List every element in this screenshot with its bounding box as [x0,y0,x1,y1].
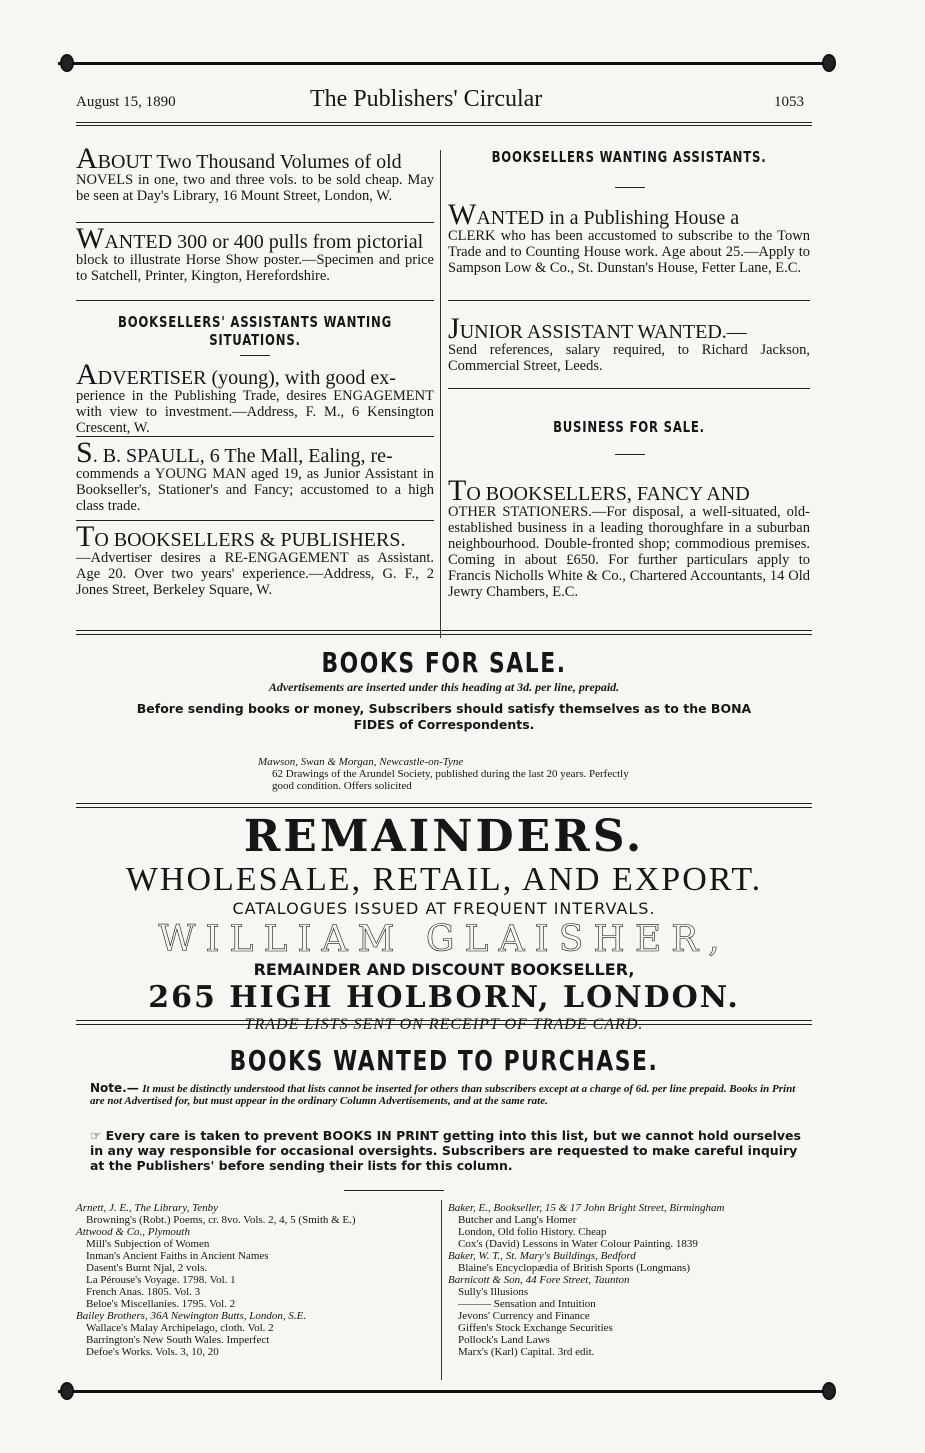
note-label: Note.— [90,1081,139,1095]
heading-text: BUSINESS FOR SALE. [553,418,705,436]
remainders-line3: CATALOGUES ISSUED AT FREQUENT INTERVALS. [232,899,656,918]
remainders-line2: WHOLESALE, RETAIL, AND EXPORT. [125,861,763,898]
ad-divider [76,222,434,223]
heading-text: BOOKSELLERS WANTING ASSISTANTS. [491,148,767,166]
right-ad-junior [448,312,810,374]
list-item: Marx's (Karl) Capital. 3rd edit. [458,1346,595,1358]
header-date: August 15, 1890 [76,94,176,110]
remainders-section [76,812,812,1034]
drop-initial: T [76,520,95,553]
ad-divider [448,300,810,301]
ad-lead: ANTED 300 or 400 pulls from pictorial [104,231,424,253]
books-wanted-title [76,1044,812,1077]
list-item: Butcher and Lang's Homer [458,1214,577,1226]
header-rule [76,122,812,123]
ad-body: NOVELS in one, two and three vols. to be sold cheap. May be seen at Day's Library, 16 Mount Street, London, W. [76,172,434,204]
list-advertiser: Arnett, J. E., The Library, Tenby [76,1202,218,1214]
ad-body: —Advertiser desires a RE-ENGAGEMENT as Assistant. Age 20. Over two years' experience.—Address, G. F., 2 Jones Street, Berkeley Square, W. [76,550,434,598]
list-advertiser: Baker, W. T., St. Mary's Buildings, Bedford [448,1250,636,1262]
left-ad-novels [76,142,434,204]
entry-body: 62 Drawings of the Arundel Society, published during the last 20 years. Perfectly good condition. Offers solicited [272,768,629,792]
books-for-sale-title: BOOKS FOR SALE. [321,646,567,679]
remainders-address: 265 HIGH HOLBORN, LONDON. [148,980,740,1015]
list-item: Dasent's Burnt Njal, 2 vols. [86,1262,208,1274]
list-item: Pollock's Land Laws [458,1334,550,1346]
ad-body: block to illustrate Horse Show poster.—Specimen and price to Satchell, Printer, Kington, Herefordshire. [76,252,434,284]
wanted-list-left [76,1202,436,1358]
section-heading-line2: SITUATIONS. [209,331,301,349]
ad-body: commends a YOUNG MAN aged 19, as Junior Assistant in Bookseller's, Stationer's and Fancy; accustomed to a high class trade. [76,466,434,514]
ad-body: OTHER STATIONERS.—For disposal, a well-situated, old-established business in a leading thoroughfare in a suburban neighbourhood. Double-fronted shop; commodious premises. Coming in about £650. For further particulars apply to Francis Nicholls White & Co., Chartered Accountants, 14 Old Jewry Chambers, E.C. [448,504,810,600]
ad-body: CLERK who has been accustomed to subscribe to the Town Trade and to Counting House work. Age about 25.—Apply to Sampson Low & Co., St. Dunstan's House, Fetter Lane, E.C. [448,228,810,276]
drop-initial: T [448,474,467,507]
list-advertiser: Baker, E., Bookseller, 15 & 17 John Bright Street, Birmingham [448,1202,725,1214]
ad-body: Send references, salary required, to Richard Jackson, Commercial Street, Leeds. [448,342,810,374]
remainders-line7: TRADE LISTS SENT ON RECEIPT OF TRADE CARD. [244,1016,644,1033]
left-ad-publishers [76,520,434,598]
list-item: Inman's Ancient Faiths in Ancient Names [86,1250,269,1262]
list-item: Mill's Subjection of Women [86,1238,210,1250]
section-rule [76,630,812,631]
section-rule [76,807,812,808]
ad-divider [76,300,434,301]
ad-divider [448,388,810,389]
list-advertiser: Barnicott & Son, 44 Fore Street, Taunton [448,1274,630,1286]
short-rule [344,1190,444,1191]
ad-lead: BOUT Two Thousand Volumes of old [97,151,402,173]
ad-lead: DVERTISER (young), with good ex- [97,367,396,389]
right-heading-business [448,418,810,436]
books-for-sale-subtitle: Advertisements are inserted under this heading at 3d. per line, prepaid. [268,680,620,694]
short-rule [615,187,645,188]
bottom-frame-rule [58,1390,834,1393]
left-ad-advertiser [76,358,434,436]
list-item: Blaine's Encyclopædia of British Sports (Longmans) [458,1262,691,1274]
left-ad-spaull [76,436,434,514]
note-text: It must be distinctly understood that lists cannot be inserted for others than subscribers except at a charge of 6d. per line prepaid. Books in Print are not Advertised for, but must appear in the ordinary Column Advertisements, and at the same rate. [90,1083,796,1107]
list-item: Browning's (Robt.) Poems, cr. 8vo. Vols. 2, 4, 5 (Smith & E.) [86,1214,356,1226]
page-number: 1053 [774,94,804,110]
page-title: The Publishers' Circular [310,86,543,112]
list-item: ——— Sensation and Intuition [458,1298,596,1310]
column-divider [440,150,441,638]
section-rule [76,803,812,804]
remainders-line5: REMAINDER AND DISCOUNT BOOKSELLER, [253,960,635,979]
section-rule [76,1020,812,1021]
list-item: Jevons' Currency and Finance [458,1310,590,1322]
drop-initial: W [76,222,105,255]
binding-hole-icon [822,1382,836,1400]
remainders-name: WILLIAM GLAISHER, [158,919,730,960]
entry-name: Mawson, Swan & Morgan, Newcastle-on-Tyne [258,756,464,768]
list-advertiser: Bailey Brothers, 36A Newington Butts, London, S.E. [76,1310,307,1322]
ad-divider [76,520,434,521]
ad-lead: O BOOKSELLERS, FANCY AND [466,483,750,505]
list-item: Wallace's Malay Archipelago, cloth. Vol. 2 [86,1322,274,1334]
remainders-title: REMAINDERS. [243,811,645,862]
list-item: La Pérouse's Voyage. 1798. Vol. 1 [86,1274,236,1286]
ad-lead: . B. SPAULL, 6 The Mall, Ealing, re- [92,445,393,467]
section-heading-line1: BOOKSELLERS' ASSISTANTS WANTING [118,313,392,331]
list-item: Defoe's Works. Vols. 3, 10, 20 [86,1346,219,1358]
ad-divider [76,436,434,437]
drop-initial: A [76,142,98,175]
notice-text: Every care is taken to prevent BOOKS IN PRINT getting into this list, but we cannot hold ourselves in any way responsible for occasional oversights. Subscribers are requested to make careful inquiry at the Publishers' before sending their lists for this column. [90,1128,801,1173]
ad-lead: ANTED in a Publishing House a [476,207,740,229]
pointing-hand-icon: ☞ [90,1128,102,1143]
list-item: Giffen's Stock Exchange Securities [458,1322,613,1334]
list-item: French Anas. 1805. Vol. 3 [86,1286,201,1298]
drop-initial: A [76,358,98,391]
books-for-sale-entry [258,756,638,792]
ad-lead: UNIOR ASSISTANT WANTED.— [459,321,747,343]
left-ad-pulls [76,222,434,284]
list-divider [441,1200,442,1380]
short-rule [615,454,645,455]
right-ad-publishing-house [448,198,810,276]
drop-initial: S [76,436,93,469]
ad-lead: O BOOKSELLERS & PUBLISHERS. [94,529,406,551]
right-ad-stationers [448,474,810,600]
top-frame-rule [58,62,834,65]
short-rule [240,355,270,356]
books-for-sale-notice: Before sending books or money, Subscribers should satisfy themselves as to the BONA FIDES of Correspondents. [136,701,752,732]
drop-initial: J [448,312,460,345]
list-item: Cox's (David) Lessons in Water Colour Painting. 1839 [458,1238,698,1250]
right-heading-assistants [448,148,810,166]
section-heading [76,313,434,349]
binding-hole-icon [60,54,74,72]
list-item: Beloe's Miscellanies. 1795. Vol. 2 [86,1298,236,1310]
books-wanted-heading: BOOKS WANTED TO PURCHASE. [229,1044,659,1077]
books-wanted-notice [90,1128,802,1173]
ad-body: perience in the Publishing Trade, desires ENGAGEMENT with view to investment.—Address, F. M., 6 Kensington Crescent, W. [76,388,434,436]
list-item: London, Old folio History. Cheap [458,1226,607,1238]
wanted-list-right [448,1202,812,1358]
list-item: Barrington's New South Wales. Imperfect [86,1334,270,1346]
binding-hole-icon [60,1382,74,1400]
list-item: Sully's Illusions [458,1286,529,1298]
books-wanted-note [90,1082,802,1107]
header-rule [76,125,812,126]
binding-hole-icon [822,54,836,72]
list-advertiser: Attwood & Co., Plymouth [76,1226,190,1238]
section-rule [76,634,812,635]
drop-initial: W [448,198,477,231]
section-rule [76,1024,812,1025]
books-for-sale-section [76,646,812,733]
